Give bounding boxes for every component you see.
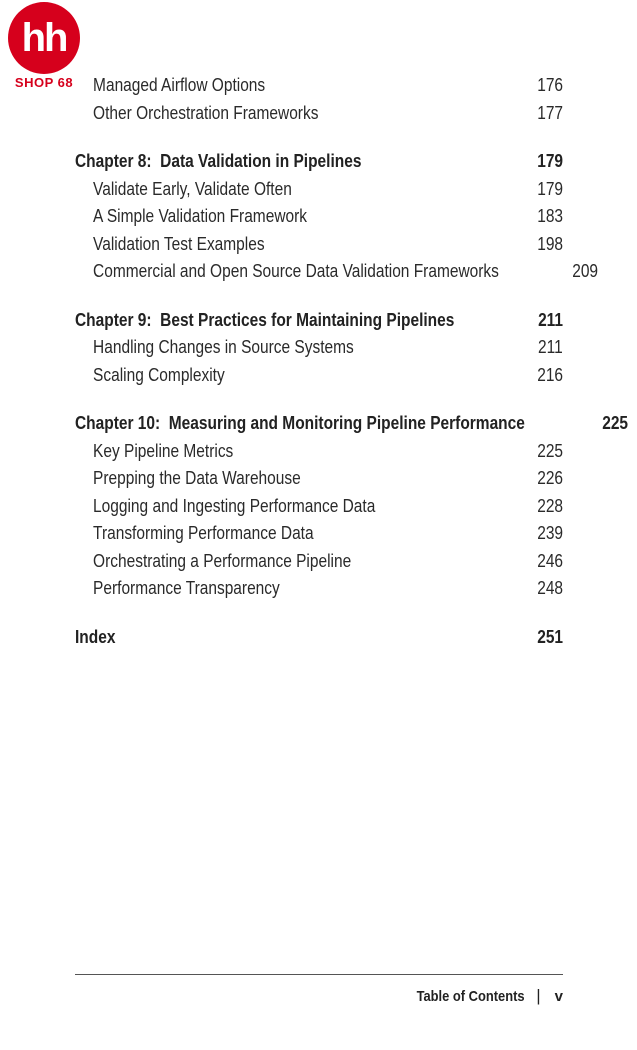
toc-entry[interactable]: [75, 203, 563, 231]
chapter-page: 211: [538, 309, 563, 330]
hh-logo-mark: hh: [8, 2, 80, 74]
toc-entry-label: A Simple Validation Framework: [93, 206, 307, 226]
toc-entry[interactable]: [75, 362, 563, 390]
footer-page-number: v: [554, 987, 563, 1005]
toc-chapter-8[interactable]: [75, 148, 563, 176]
toc-entry-page: 176: [537, 75, 563, 95]
toc-entry-label: Other Orchestration Frameworks: [93, 102, 319, 123]
chapter-number: Chapter 10:: [75, 413, 161, 433]
toc-entry[interactable]: [75, 438, 563, 466]
toc-entry-page: 177: [537, 102, 563, 123]
toc-chapter-9[interactable]: [75, 307, 563, 335]
shop-logo: [6, 2, 82, 92]
toc-index[interactable]: [75, 624, 563, 652]
toc-entry-label: Orchestrating a Performance Pipeline: [93, 550, 352, 571]
toc-entry-page: 211: [538, 337, 563, 357]
toc-entry-page: 226: [537, 468, 563, 488]
toc-entry[interactable]: [75, 520, 563, 548]
toc-entry-label: Scaling Complexity: [93, 364, 225, 385]
toc-entry-label: Managed Airflow Options: [93, 75, 266, 95]
chapter-number: Chapter 9:: [75, 309, 152, 330]
toc-chapter-10[interactable]: [75, 410, 629, 438]
toc-entry[interactable]: [75, 548, 563, 576]
toc-entry-page: 209: [572, 261, 598, 281]
toc-entry[interactable]: [75, 176, 563, 204]
toc-entry-label: Prepping the Data Warehouse: [93, 468, 301, 488]
table-of-contents: [75, 72, 629, 651]
toc-entry[interactable]: [75, 231, 563, 259]
toc-entry-label: Logging and Ingesting Performance Data: [93, 495, 376, 516]
page-footer: [399, 986, 563, 1006]
toc-entry-label: Commercial and Open Source Data Validation Frameworks: [93, 261, 499, 281]
toc-entry[interactable]: [75, 258, 598, 286]
toc-entry[interactable]: [75, 493, 563, 521]
toc-entry-page: 248: [537, 578, 563, 598]
toc-entry-label: Transforming Performance Data: [93, 523, 314, 543]
toc-entry-label: Handling Changes in Source Systems: [93, 337, 354, 357]
index-label: Index: [75, 626, 116, 647]
toc-entry[interactable]: [75, 575, 563, 603]
chapter-title: Measuring and Monitoring Pipeline Performance: [168, 413, 525, 433]
footer-separator: |: [536, 986, 541, 1005]
index-page: 251: [537, 626, 563, 647]
toc-entry-label: Key Pipeline Metrics: [93, 440, 234, 461]
toc-entry-page: 198: [537, 233, 563, 254]
footer-title: Table of Contents: [416, 987, 525, 1005]
chapter-title: Data Validation in Pipelines: [160, 151, 362, 171]
toc-entry-page: 239: [537, 523, 563, 543]
toc-entry-page: 216: [537, 364, 563, 385]
toc-entry[interactable]: [75, 72, 563, 100]
toc-entry-label: Validation Test Examples: [93, 233, 265, 254]
toc-entry-label: Validate Early, Validate Often: [93, 178, 292, 199]
toc-entry-page: 179: [537, 178, 563, 199]
toc-entry-label: Performance Transparency: [93, 578, 280, 598]
toc-entry[interactable]: [75, 100, 563, 128]
toc-entry-page: 225: [537, 440, 563, 461]
chapter-page: 179: [537, 151, 563, 171]
toc-entry[interactable]: [75, 465, 563, 493]
chapter-page: 225: [602, 413, 629, 433]
chapter-title: Best Practices for Maintaining Pipelines: [160, 309, 455, 330]
chapter-number: Chapter 8:: [75, 151, 152, 171]
toc-entry-page: 228: [537, 495, 563, 516]
logo-shop-text: SHOP 68: [14, 75, 74, 90]
toc-entry[interactable]: [75, 334, 563, 362]
toc-entry-page: 183: [537, 206, 563, 226]
footer-divider: [75, 974, 563, 975]
toc-entry-page: 246: [537, 550, 563, 571]
